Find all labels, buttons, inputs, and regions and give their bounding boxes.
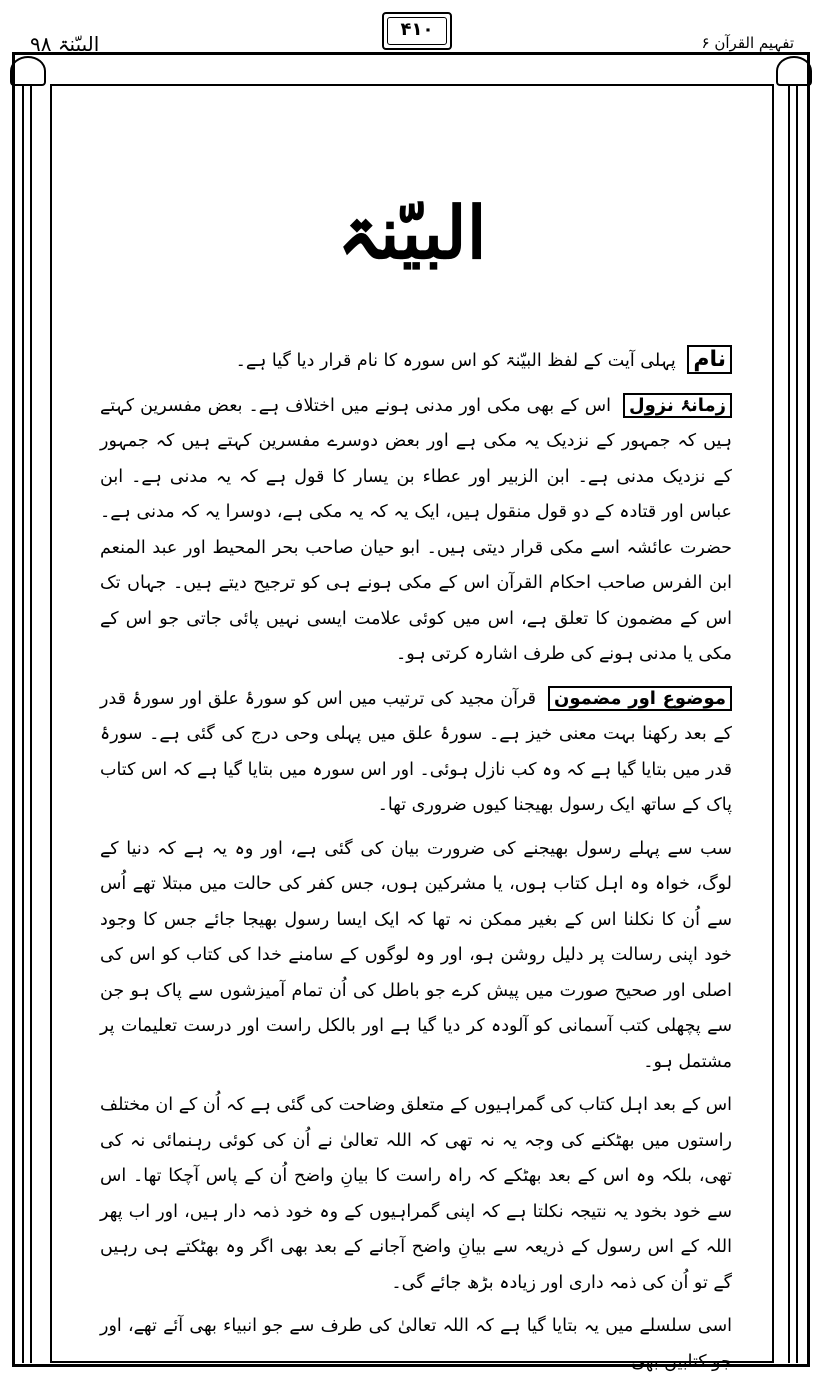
border-pillar-right xyxy=(788,84,798,1363)
commentary-body xyxy=(100,342,732,1388)
surah-title: البیّنۃ xyxy=(337,190,487,275)
running-header-book: تفہیم القرآن ۶ xyxy=(701,34,794,52)
section-topic xyxy=(100,681,732,824)
section-revelation xyxy=(100,388,732,673)
section-text-revelation: اس کے بھی مکی اور مدنی ہونے میں اختلاف ہے۔ بعض مفسرین کہتے ہیں کہ جمہور کے نزدیک یہ مکی ہے اور بعض دوسرے مفسرین کہتے ہیں کہ جمہور کے نزدیک مدنی ہے۔ ابن الزبیر اور عطاء بن یسار کا قول ہے کہ یہ مدنی ہے۔ ابن عباس اور قتادہ کے دو قول منقول ہیں، ایک یہ کہ یہ مکی ہے، دوسرا یہ کہ مدنی ہے۔ حضرت عائشہ اسے مکی قرار دیتی ہیں۔ ابو حیان صاحب بحر المحیط اور عبد المنعم ابن الفرس صاحب احکام القرآن اس کے مکی ہونے ہی کو ترجیح دیتے ہیں۔ جہاں تک اس کے مضمون کا تعلق ہے، اس میں کوئی علامت ایسی نہیں پائی جاتی جو اس کے مکی یا مدنی ہونے کی طرف اشارہ کرتی ہو۔ xyxy=(100,395,732,664)
page-number-badge: ۴۱۰ xyxy=(382,12,452,50)
pillar-capital-right xyxy=(776,56,812,86)
paragraph: اسی سلسلے میں یہ بتایا گیا ہے کہ اللہ تعالیٰ کی طرف سے جو انبیاء بھی آئے تھے، اور جو کتابیں بھی xyxy=(100,1316,732,1372)
section-heading-revelation: زمانۂ نزول xyxy=(623,393,732,418)
pillar-capital-left xyxy=(10,56,46,86)
section-heading-name: نام xyxy=(687,345,732,374)
paragraph: سب سے پہلے رسول بھیجنے کی ضرورت بیان کی گئی ہے، اور وہ یہ ہے کہ دنیا کے لوگ، خواہ وہ اہل کتاب ہوں، یا مشرکین ہوں، جس کفر کی حالت میں مبتلا تھے اُس سے اُن کا نکلنا اس کے بغیر ممکن نہ تھا کہ ایک ایسا رسول بھیجا جائے جس کا وجود خود اپنی رسالت پر دلیل روشن ہو، اور وہ لوگوں کے سامنے خدا کی کتاب کو اس کی اصلی اور صحیح صورت میں پیش کرے جو باطل کی اُن تمام آمیزشوں سے پاک ہو جن سے پچھلی کتب آسمانی کو آلودہ کر دیا گیا ہے اور بالکل راست اور درست تعلیمات پر مشتمل ہو۔ xyxy=(100,838,732,1072)
running-header-surah: البیّنۃ ۹۸ xyxy=(30,32,100,56)
section-name xyxy=(100,342,732,380)
border-pillar-left xyxy=(22,84,32,1363)
section-text-name: پہلی آیت کے لفظ البیّنۃ کو اس سورہ کا نام قرار دیا گیا ہے۔ xyxy=(235,351,676,371)
section-text-topic: قرآن مجید کی ترتیب میں اس کو سورۂ علق اور سورۂ قدر کے بعد رکھنا بہت معنی خیز ہے۔ سورۂ علق میں پہلی وحی درج کی گئی ہے۔ سورۂ قدر میں بتایا گیا ہے کہ وہ کب نازل ہوئی۔ اور اس سورہ میں بتایا گیا ہے کہ اس کتاب پاک کے ساتھ ایک رسول بھیجنا کیوں ضروری تھا۔ xyxy=(100,688,732,815)
paragraph: اس کے بعد اہل کتاب کی گمراہیوں کے متعلق وضاحت کی گئی ہے کہ اُن کے ان مختلف راستوں میں بھٹکنے کی وجہ یہ نہ تھی کہ اللہ تعالیٰ نے اُن کی کوئی رہنمائی نہ کی تھی، بلکہ وہ اس کے بعد بھٹکے کہ راہ راست کا بیانِ واضح اُن کے پاس آچکا تھا۔ اس سے خود بخود یہ نتیجہ نکلتا ہے کہ اپنی گمراہیوں کے وہ خود ذمہ دار ہیں، اور اب پھر اللہ کے اس رسول کے ذریعہ سے بیانِ واضح آجانے کے بعد بھی اگر وہ بھٹکتے ہی رہیں گے تو اُن کی ذمہ داری اور زیادہ بڑھ جائے گی۔ xyxy=(100,1095,732,1293)
section-heading-topic: موضوع اور مضمون xyxy=(548,686,732,711)
